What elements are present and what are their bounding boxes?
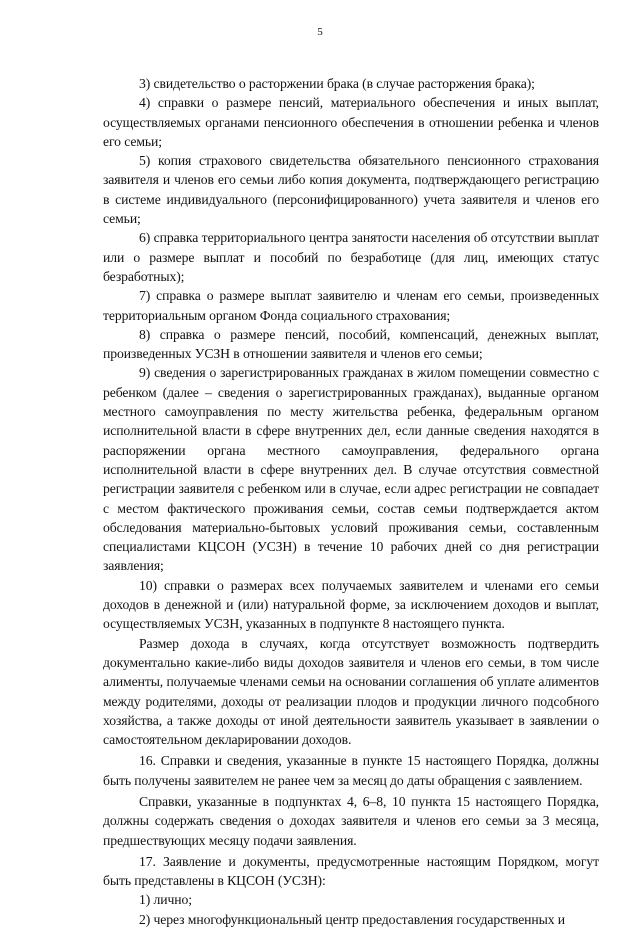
paragraph-clause-17-item-1: 1) лично; bbox=[139, 892, 192, 908]
paragraph-item-4: 4) справки о размере пенсий, материального обеспечения и иных выплат, осуществляемых органами пенсионного обеспечения в отношении ребенка и членов его семьи; bbox=[103, 95, 599, 149]
paragraph-income-declaration: Размер дохода в случаях, когда отсутствует возможность подтвердить документально какие-либо виды доходов заявителя и членов его семьи, в том числе алименты, получаемые членами семьи на основании соглашения об уплате алиментов между родителями, доходы от реализации плодов и продукции личного подсобного хозяйства, а также доходы от иной деятельности заявитель указывает в заявлении о самостоятельном декларировании доходов. bbox=[103, 635, 599, 748]
paragraph-clause-17: 17. Заявление и документы, предусмотренные настоящим Порядком, могут быть представлены в КЦСОН (УСЗН): bbox=[103, 853, 599, 889]
paragraph-item-10: 10) справки о размерах всех получаемых заявителем и членами его семьи доходов в денежной и (или) натуральной форме, за исключением доходов и выплат, осуществляемых УСЗН, указанных в подпункте 8 настоящего пункта. bbox=[103, 577, 599, 632]
paragraph-clause-16: 16. Справки и сведения, указанные в пункте 15 настоящего Порядка, должны быть получены заявителем не ранее чем за месяц до даты обращения с заявлением. bbox=[103, 753, 599, 788]
paragraph-clause-17-item-2: 2) через многофункциональный центр предоставления государственных и bbox=[139, 911, 566, 927]
document-body bbox=[103, 74, 599, 929]
paragraph-item-5: 5) копия страхового свидетельства обязательного пенсионного страхования заявителя и членов его семьи либо копия документа, подтверждающего регистрацию в системе индивидуального (персонифицированного) учета заявителя и членов его семьи; bbox=[103, 153, 599, 227]
page-number: 5 bbox=[317, 26, 323, 38]
paragraph-item-9: 9) сведения о зарегистрированных гражданах в жилом помещении совместно с ребенком (далее – сведения о зарегистрированных гражданах), выданные органом местного самоуправления по месту жительства ребенка, федеральным органом исполнительной власти в сфере внутренних дел, если данные сведения находятся в распоряжении органа местного самоуправления, федерального органа исполнительной власти в сфере внутренних дел. В случае отсутствия совместной регистрации заявителя с ребенком или в случае, если адрес регистрации не совпадает с местом фактического проживания семьи, состав семьи подтверждается актом обследования материально-бытовых условий проживания семьи, составленным специалистами КЦСОН (УСЗН) в течение 10 рабочих дней со дня регистрации заявления; bbox=[103, 365, 599, 574]
paragraph-item-3: 3) свидетельство о расторжении брака (в случае расторжения брака); bbox=[139, 76, 535, 91]
paragraph-item-6: 6) справка территориального центра занятости населения об отсутствии выплат или о размере выплат и пособий по безработице (для лиц, имеющих статус безработных); bbox=[103, 230, 599, 284]
paragraph-item-8: 8) справка о размере пенсий, пособий, компенсаций, денежных выплат, произведенных УСЗН в отношении заявителя и членов его семьи; bbox=[103, 326, 599, 362]
paragraph-item-7: 7) справка о размере выплат заявителю и членам его семьи, произведенных территориальным органом Фонда социального страхования; bbox=[103, 288, 599, 323]
paragraph-clause-16-note: Справки, указанные в подпунктах 4, 6–8, 10 пункта 15 настоящего Порядка, должны содержать сведения о доходах заявителя и членов его семьи за 3 месяца, предшествующих месяцу подачи заявления. bbox=[103, 793, 599, 848]
